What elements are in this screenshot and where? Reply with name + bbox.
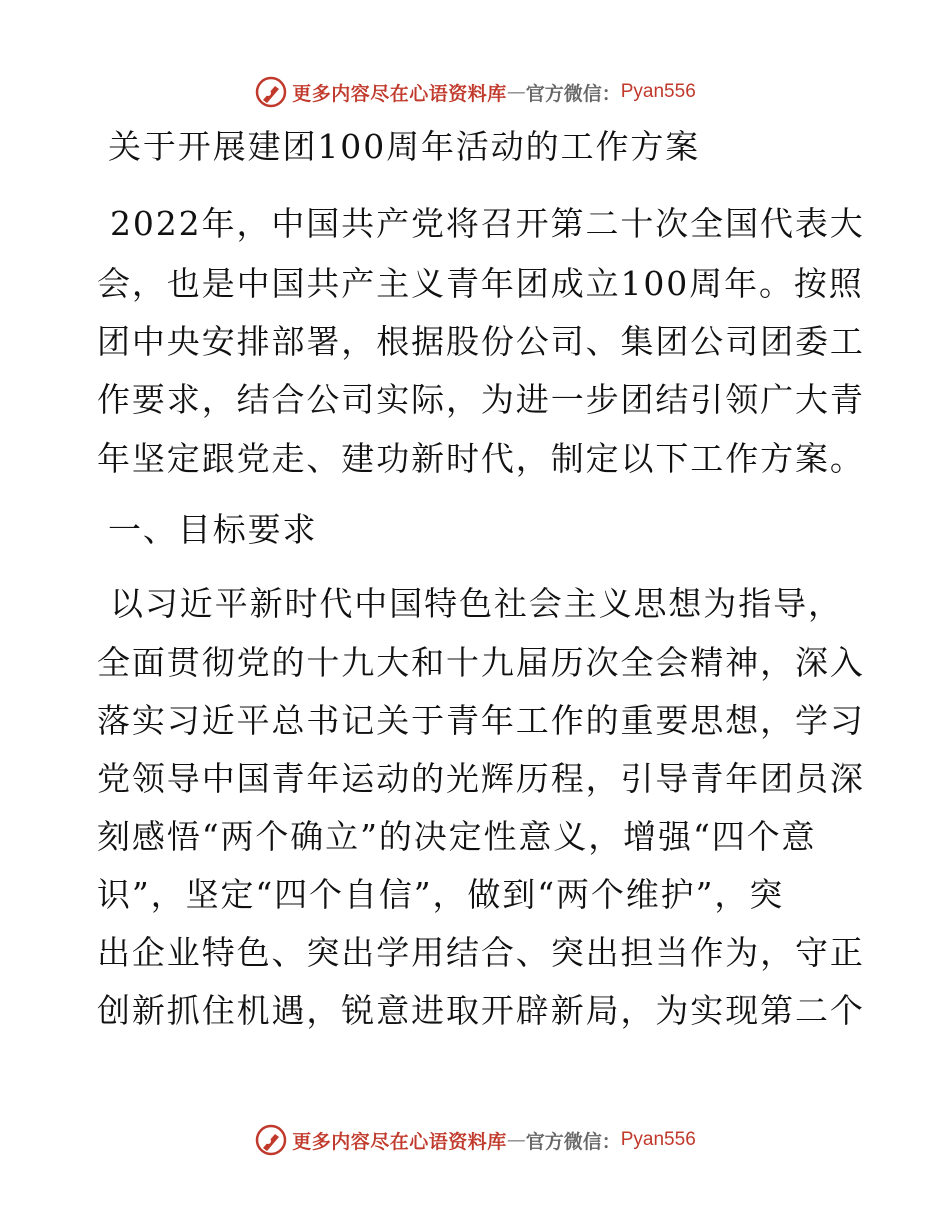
section-line: 识”，坚定“四个自信”，做到“两个维护”，突 [97, 875, 785, 914]
watermark-id: Pyan556 [620, 1129, 696, 1150]
section-line: 出企业特色、突出学用结合、突出担当作为，守正 [97, 933, 865, 972]
watermark-dash: — [506, 1129, 526, 1151]
section-line: 党领导中国青年运动的光辉历程，引导青年团员深 [97, 759, 865, 798]
intro-line: 2022年，中国共产党将召开第二十次全国代表大 [110, 204, 865, 243]
pen-logo-icon [254, 1123, 288, 1157]
section-line: 以习近平新时代中国特色社会主义思想为指导， [110, 584, 843, 623]
watermark-main-text: 更多内容尽在心语资料库 [292, 1130, 507, 1153]
watermark-main-text: 更多内容尽在心语资料库 [292, 82, 507, 105]
intro-line: 团中央安排部署，根据股份公司、集团公司团委工 [97, 322, 865, 361]
section-line: 创新抓住机遇，锐意进取开辟新局，为实现第二个 [97, 991, 865, 1030]
watermark-sub-text: 官方微信： [525, 82, 621, 105]
section-line: 全面贯彻党的十九大和十九届历次全会精神，深入 [97, 643, 865, 682]
watermark-dash: — [506, 81, 526, 103]
watermark-sub-text: 官方微信： [525, 1130, 621, 1153]
watermark-footer [0, 1120, 950, 1160]
intro-line: 会，也是中国共产主义青年团成立100周年。按照 [97, 264, 864, 303]
intro-line: 作要求，结合公司实际，为进一步团结引领广大青 [97, 380, 865, 419]
section-heading: 一、目标要求 [108, 510, 318, 549]
section-line: 刻感悟“两个确立”的决定性意义，增强“四个意 [97, 817, 817, 856]
document-title: 关于开展建团100周年活动的工作方案 [108, 127, 701, 166]
intro-line: 年坚定跟党走、建功新时代，制定以下工作方案。 [97, 439, 865, 478]
section-line: 落实习近平总书记关于青年工作的重要思想，学习 [97, 701, 865, 740]
watermark-id: Pyan556 [620, 81, 696, 102]
